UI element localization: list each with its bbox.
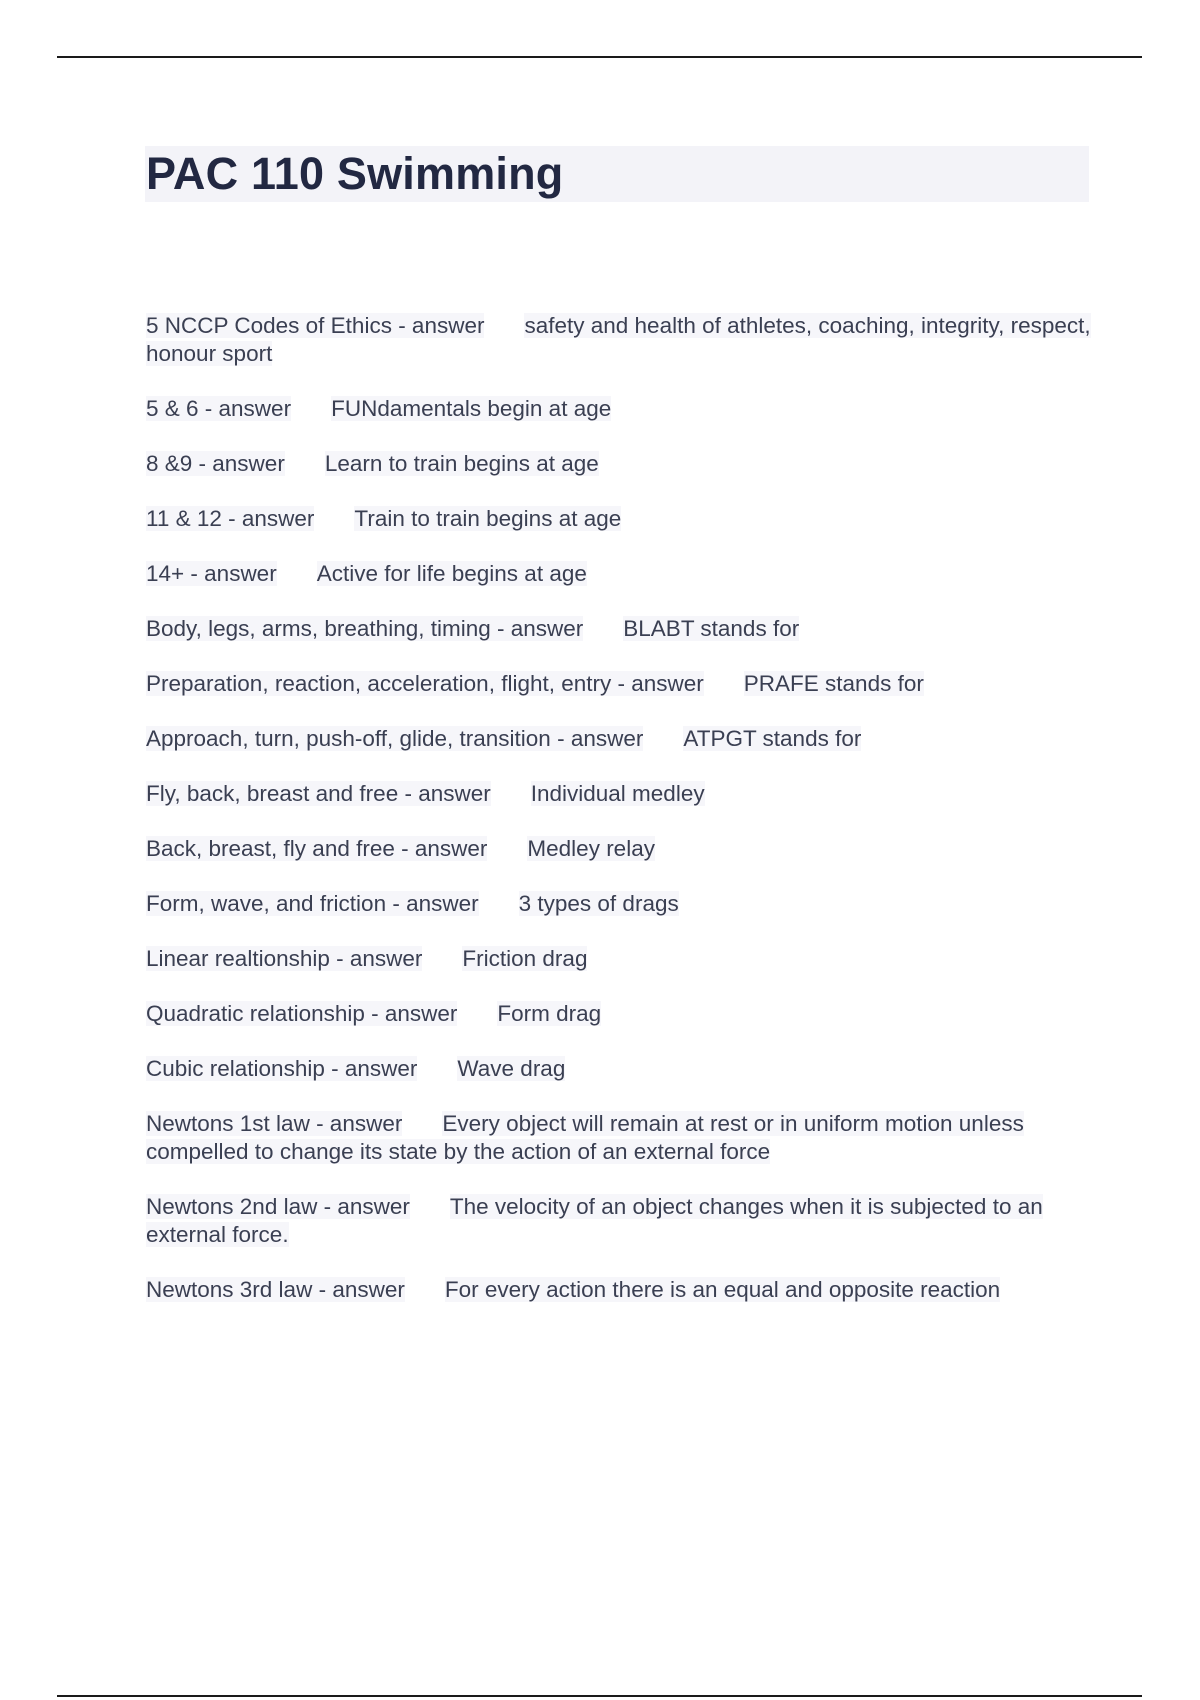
item-term: 5 & 6 - answer <box>146 396 292 421</box>
item-term: Body, legs, arms, breathing, timing - answer <box>146 616 584 641</box>
list-item <box>146 1276 1091 1304</box>
item-definition: safety and health of athletes, coaching, integrity, respect, honour sport <box>146 313 1091 366</box>
item-term: 11 & 12 - answer <box>146 506 315 531</box>
item-term: Fly, back, breast and free - answer <box>146 781 491 806</box>
item-term: Linear realtionship - answer <box>146 946 423 971</box>
item-definition: Wave drag <box>457 1056 566 1081</box>
item-definition: Friction drag <box>462 946 588 971</box>
list-item <box>146 560 1091 588</box>
list-item <box>146 670 1091 698</box>
item-definition: Learn to train begins at age <box>324 451 599 476</box>
page-title: PAC 110 Swimming <box>146 148 564 199</box>
item-definition: Train to train begins at age <box>354 506 622 531</box>
list-item <box>146 395 1091 423</box>
item-definition: Medley relay <box>527 836 655 861</box>
item-definition: Individual medley <box>530 781 705 806</box>
item-definition: For every action there is an equal and opposite reaction <box>444 1277 1001 1302</box>
item-definition: FUNdamentals begin at age <box>331 396 612 421</box>
item-definition: The velocity of an object changes when it is subjected to an external force. <box>146 1194 1043 1247</box>
item-term: Form, wave, and friction - answer <box>146 891 479 916</box>
item-term: Back, breast, fly and free - answer <box>146 836 488 861</box>
list-item <box>146 945 1091 973</box>
item-definition: Form drag <box>497 1001 602 1026</box>
list-item <box>146 1055 1091 1083</box>
bottom-rule <box>57 1695 1142 1697</box>
item-term: 8 &9 - answer <box>146 451 285 476</box>
item-term: Approach, turn, push-off, glide, transition - answer <box>146 726 644 751</box>
item-definition: Active for life begins at age <box>316 561 587 586</box>
item-definition: BLABT stands for <box>623 616 800 641</box>
list-item <box>146 615 1091 643</box>
item-term: Newtons 2nd law - answer <box>146 1194 410 1219</box>
list-item <box>146 505 1091 533</box>
item-term: 14+ - answer <box>146 561 277 586</box>
list-item <box>146 890 1091 918</box>
list-item <box>146 1000 1091 1028</box>
item-term: Newtons 3rd law - answer <box>146 1277 405 1302</box>
item-definition: 3 types of drags <box>518 891 679 916</box>
item-definition: ATPGT stands for <box>683 726 862 751</box>
list-item <box>146 312 1091 368</box>
item-term: Quadratic relationship - answer <box>146 1001 458 1026</box>
item-term: 5 NCCP Codes of Ethics - answer <box>146 313 485 338</box>
item-term: Cubic relationship - answer <box>146 1056 418 1081</box>
list-item <box>146 1110 1091 1166</box>
item-definition: Every object will remain at rest or in uniform motion unless compelled to change its state by the action of an external force <box>146 1111 1024 1164</box>
list-item <box>146 1193 1091 1249</box>
flashcard-list <box>146 312 1091 1331</box>
list-item <box>146 780 1091 808</box>
list-item <box>146 450 1091 478</box>
item-term: Newtons 1st law - answer <box>146 1111 403 1136</box>
list-item <box>146 725 1091 753</box>
item-definition: PRAFE stands for <box>743 671 924 696</box>
item-term: Preparation, reaction, acceleration, flight, entry - answer <box>146 671 704 696</box>
top-rule <box>57 56 1142 58</box>
list-item <box>146 835 1091 863</box>
